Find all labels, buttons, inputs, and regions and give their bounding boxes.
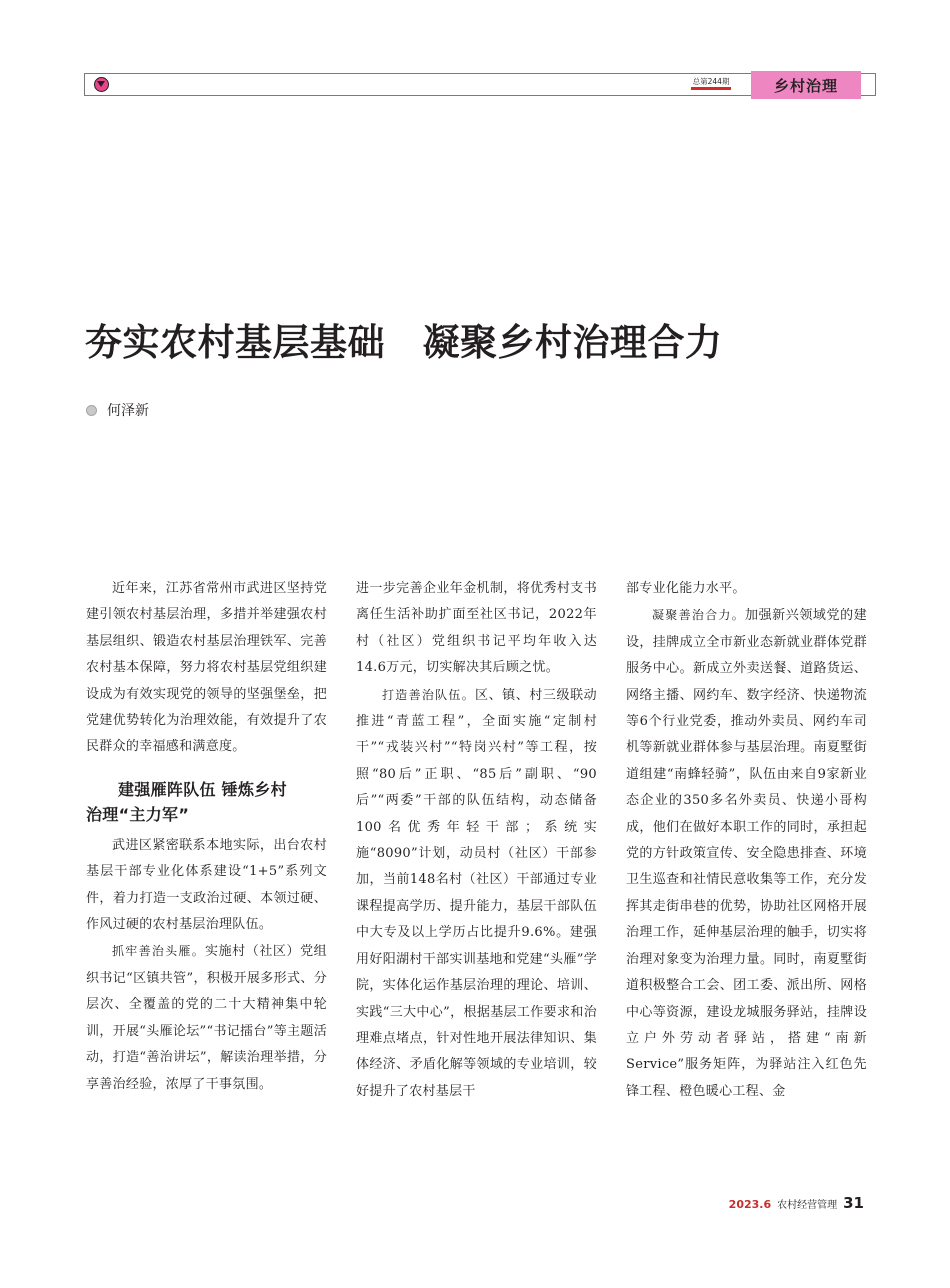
paragraph-body: 实施村（社区）党组织书记“区镇共管”，积极开展多形式、分层次、全覆盖的党的二十大精神集中轮训，开展“头雁论坛”“书记擂台”等主题活动，打造“善治讲坛”，解读治理举措，分享善治经验，浓厚了干事氛围。	[86, 944, 327, 1092]
paragraph: 进一步完善企业年金机制，将优秀村支书离任生活补助扩面至社区书记，2022年村（社区）党组织书记平均年收入达14.6万元，切实解决其后顾之忧。	[356, 581, 597, 676]
section-heading	[86, 777, 327, 827]
paragraph	[86, 938, 327, 1097]
page-number: 31	[843, 1194, 864, 1212]
paragraph-body: 区、镇、村三级联动推进“青蓝工程”，全面实施“定制村干”“戎装兴村”“特岗兴村”等工程，按照“80后”正职、“85后”副职、“90后”“两委”干部的队伍结构，动态储备100名优秀年轻干部；系统实施“8090”计划，动员村（社区）干部参加，当前148名村（社区）干部通过专业课程提高学历、提升能力，基层干部队伍中大专及以上学历占比提升9.6%。建强用好阳湖村干部实训基地和党建“头雁”学院，实体化运作基层治理的理论、培训、实践“三大中心”，根据基层工作要求和治理难点堵点，针对性地开展法律知识、集体经济、矛盾化解等领域的专业培训，较好提升了农村基层干	[356, 687, 597, 1099]
journal-logo-icon	[94, 77, 109, 92]
paragraph	[356, 682, 597, 1106]
footer-magazine: 农村经营管理	[777, 1200, 838, 1211]
paragraph-lead: 抓牢善治头雁。	[112, 944, 205, 959]
page-footer	[729, 1194, 864, 1212]
section-tag: 乡村治理	[751, 71, 861, 99]
paragraph-body: 加强新兴领域党的建设，挂牌成立全市新业态新就业群体党群服务中心。新成立外卖送餐、道路货运、网络主播、网约车、数字经济、快递物流等6个行业党委，推动外卖员、网约车司机等新就业群体参与基层治理。南夏墅街道组建“南蜂轻骑”，队伍由来自9家新业态企业的350多名外卖员、快递小哥构成，他们在做好本职工作的同时，承担起党的方针政策宣传、安全隐患排查、环境卫生巡查和社情民意收集等工作，充分发挥其走街串巷的优势，协助社区网格开展治理工作，延伸基层治理的触手，切实将治理对象变为治理力量。同时，南夏墅街道积极整合工会、团工委、派出所、网格中心等资源，建设龙城服务驿站，挂牌设立户外劳动者驿站，搭建“南新Service”服务矩阵，为驿站注入红色先锋工程、橙色暖心工程、金	[626, 608, 867, 1099]
author-bullet-icon	[86, 405, 97, 416]
article-title: 夯实农村基层基础 凝聚乡村治理合力	[85, 321, 723, 364]
paragraph-intro: 近年来，江苏省常州市武进区坚持党建引领农村基层治理，多措并举建强农村基层组织、锻造农村基层治理铁军、完善农村基本保障，努力将农村基层党组织建设成为有效实现党的领导的坚强堡垒，把党建优势转化为治理效能，有效提升了农民群众的幸福感和满意度。	[86, 581, 327, 755]
paragraph-lead: 凝聚善治合力。	[652, 608, 745, 623]
column-1	[86, 576, 327, 1098]
section-heading-line-2: 治理“主力军”	[86, 804, 190, 824]
paragraph: 武进区紧密联系本地实际，出台农村基层干部专业化体系建设“1+5”系列文件，着力打造一支政治过硬、本领过硬、作风过硬的农村基层治理队伍。	[86, 837, 327, 933]
paragraph-lead: 打造善治队伍。	[382, 687, 475, 702]
footer-year: 2023.6	[728, 1198, 772, 1211]
issue-number: 总第244期	[692, 77, 730, 86]
author-name: 何泽新	[107, 403, 149, 419]
paragraph	[626, 602, 867, 1105]
paragraph: 部专业化能力水平。	[626, 581, 746, 596]
running-header	[84, 73, 876, 96]
author-line	[86, 400, 149, 420]
column-3	[626, 576, 867, 1105]
section-heading-line-1: 建强雁阵队伍 锤炼乡村	[118, 779, 287, 799]
column-2	[356, 576, 597, 1105]
issue-underline	[691, 87, 731, 90]
